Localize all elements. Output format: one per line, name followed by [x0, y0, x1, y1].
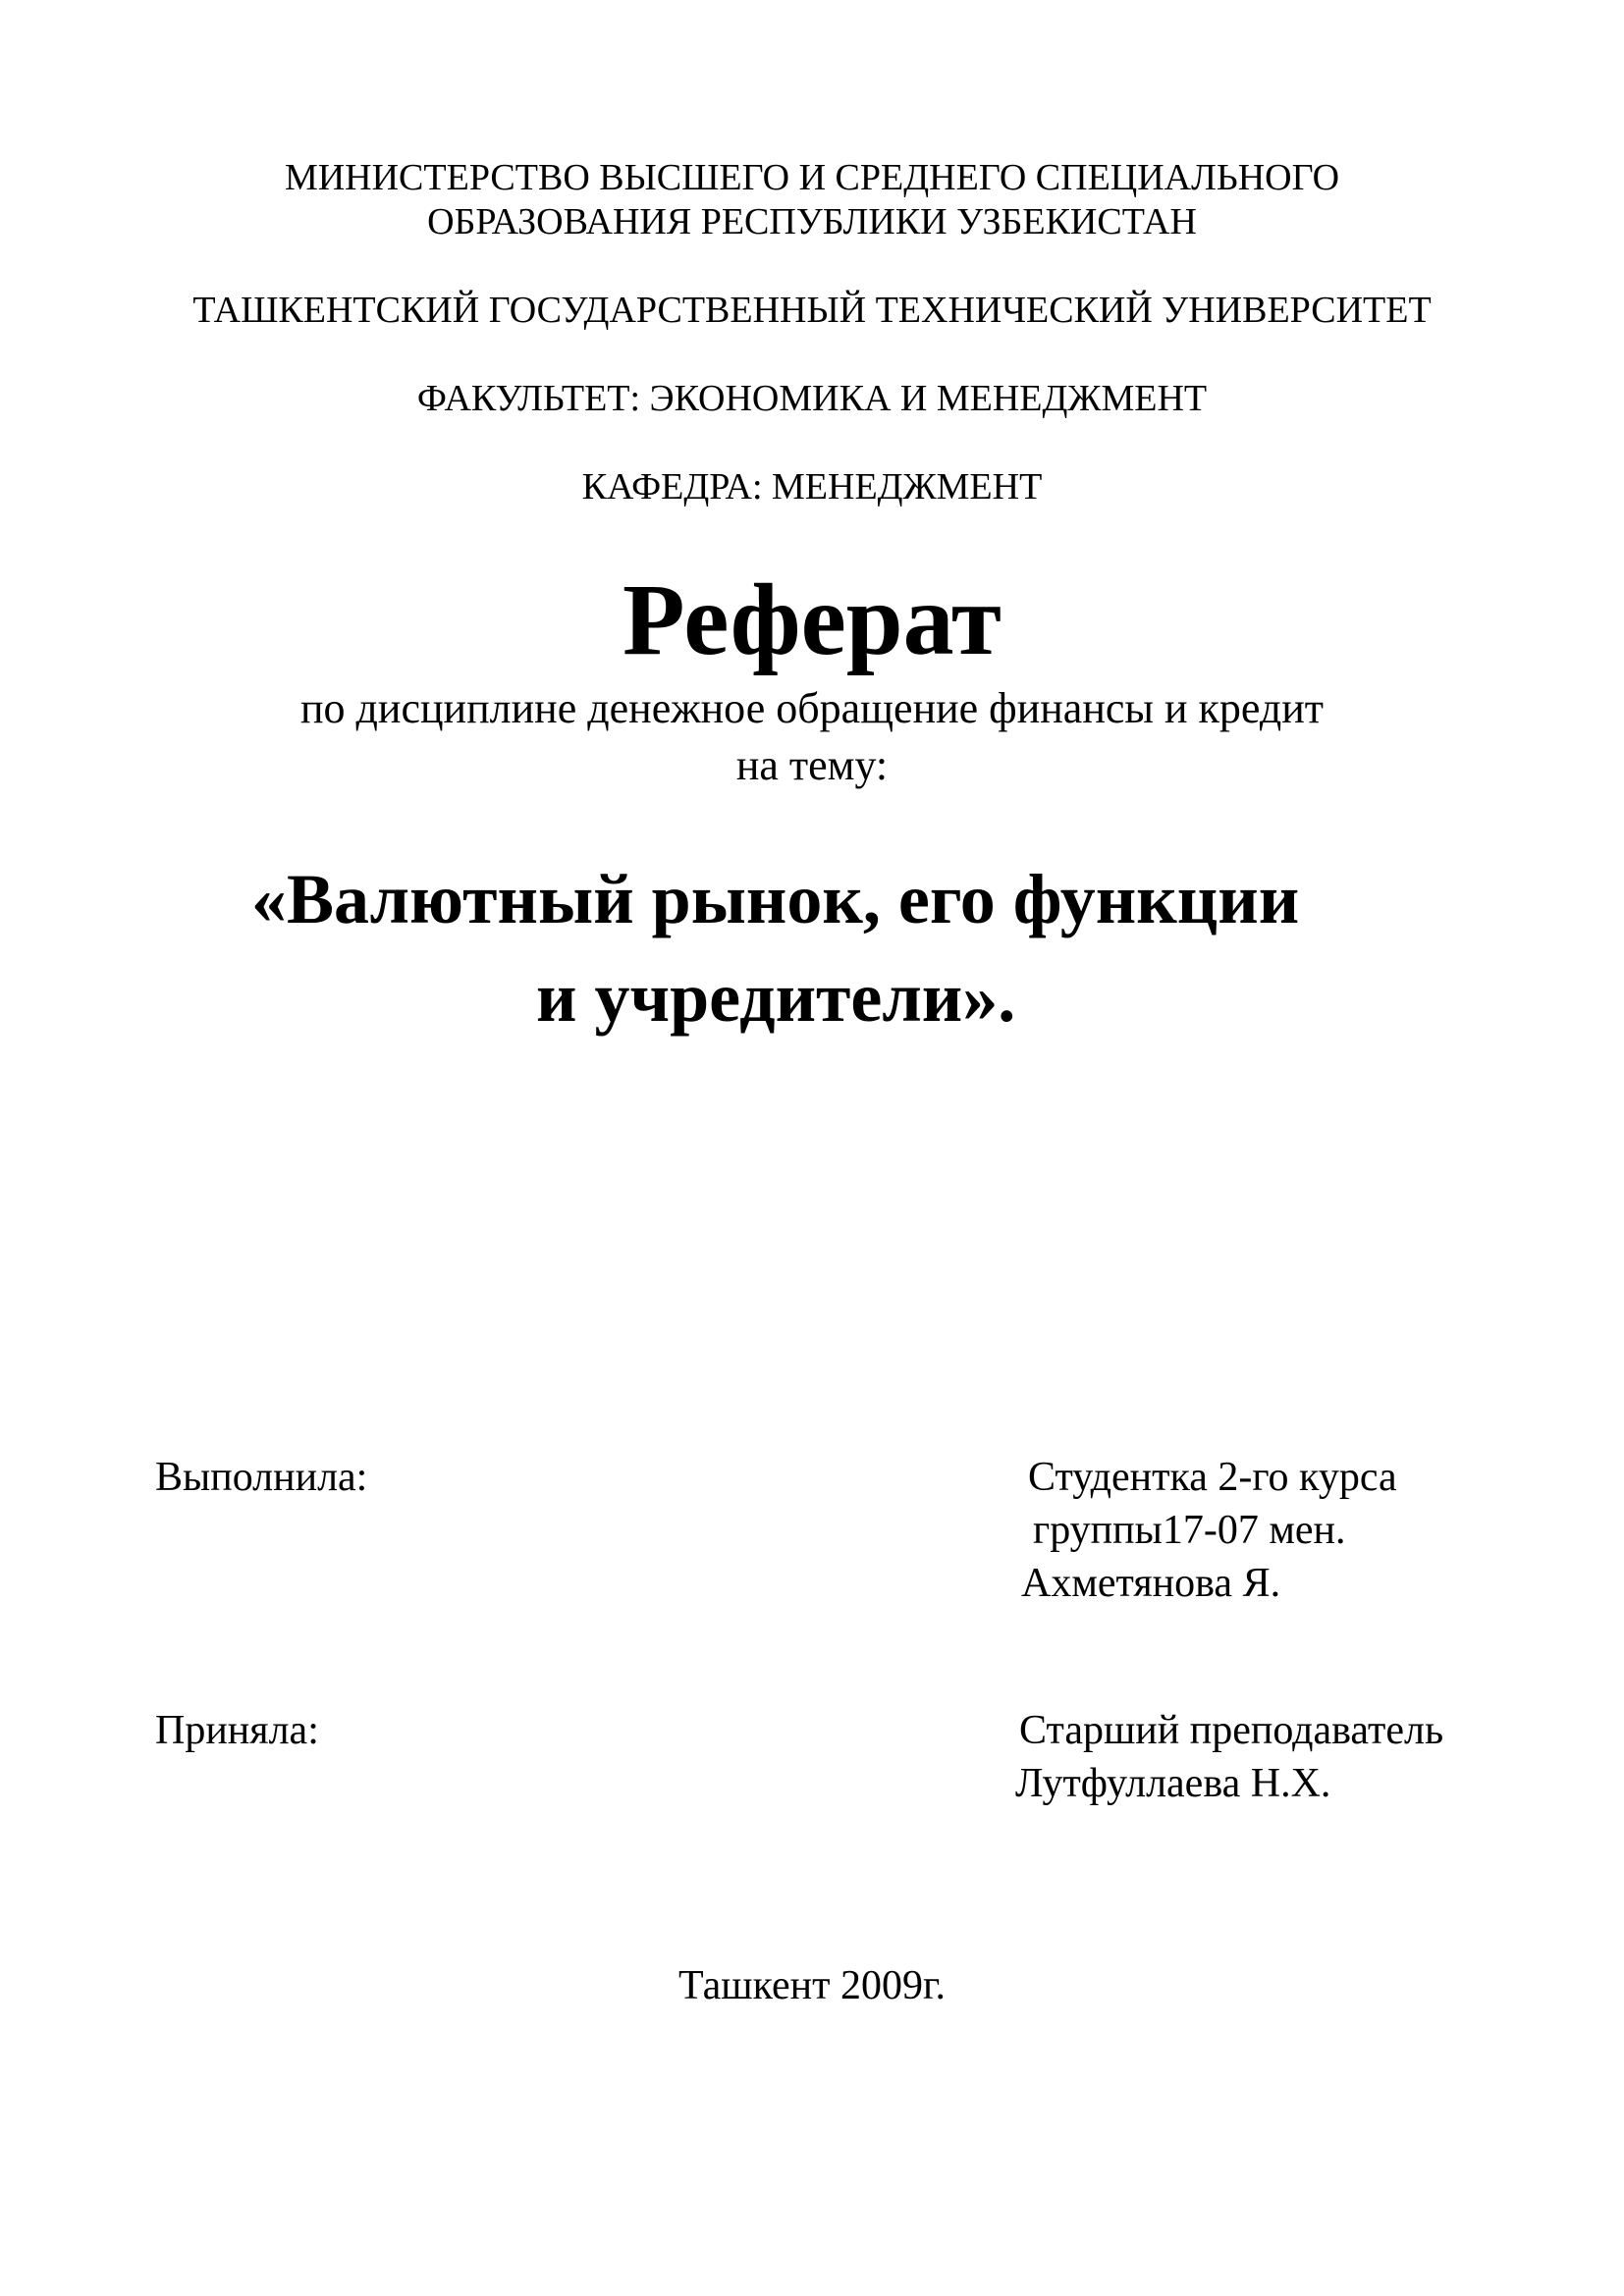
- city-year: Ташкент 2009г.: [678, 1963, 946, 2008]
- document-type-title: Реферат: [623, 563, 1001, 676]
- topic-line-2: и учредители».: [536, 958, 1016, 1037]
- topic-line-1: «Валютный рынок, его функции: [251, 860, 1300, 938]
- student-course: Студентка 2-го курса: [1028, 1455, 1397, 1500]
- department-name: КАФЕДРА: МЕНЕДЖМЕНТ: [581, 466, 1043, 507]
- accepted-by-label: Приняла:: [155, 1708, 319, 1753]
- student-name: Ахметянова Я.: [1021, 1561, 1281, 1606]
- discipline-line: по дисциплине денежное обращение финансы и кредит: [300, 684, 1324, 732]
- student-group: группы17-07 мен.: [1033, 1508, 1346, 1553]
- teacher-title: Старший преподаватель: [1019, 1708, 1444, 1753]
- university-name: ТАШКЕНТСКИЙ ГОСУДАРСТВЕННЫЙ ТЕХНИЧЕСКИЙ УНИВЕРСИТЕТ: [192, 290, 1432, 331]
- topic-intro: на тему:: [735, 741, 889, 789]
- teacher-name: Лутфуллаева Н.Х.: [1015, 1761, 1331, 1806]
- ministry-line-1: МИНИСТЕРСТВО ВЫСШЕГО И СРЕДНЕГО СПЕЦИАЛЬНОГО: [284, 157, 1340, 198]
- ministry-line-2: ОБРАЗОВАНИЯ РЕСПУБЛИКИ УЗБЕКИСТАН: [427, 201, 1197, 242]
- faculty-name: ФАКУЛЬТЕТ: ЭКОНОМИКА И МЕНЕДЖМЕНТ: [416, 378, 1208, 419]
- performed-by-label: Выполнила:: [155, 1455, 368, 1500]
